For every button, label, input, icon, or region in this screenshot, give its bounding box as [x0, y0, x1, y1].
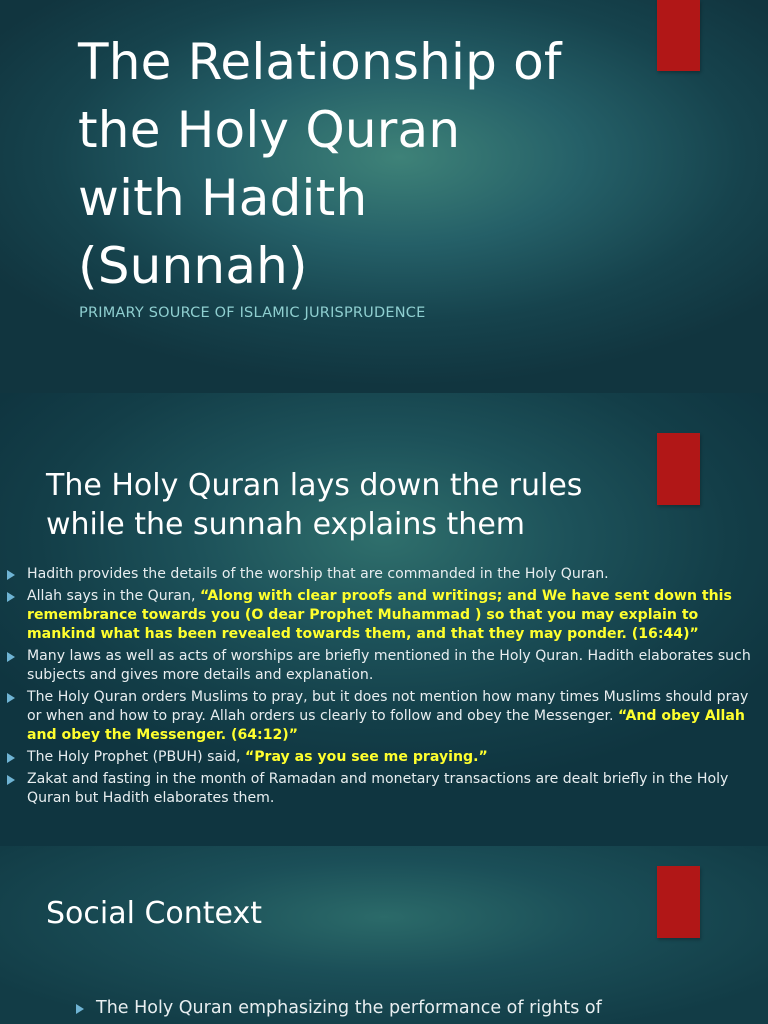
triangle-bullet-icon [7, 570, 15, 580]
slide-subtitle: PRIMARY SOURCE OF ISLAMIC JURISPRUDENCE [79, 305, 426, 321]
title-line: The Relationship of [78, 33, 562, 91]
title-line: the Holy Quran [78, 101, 461, 159]
bullet-text: The Holy Quran orders Muslims to pray, but it does not mention how many times Muslims should pray or when and how to pray. Allah orders us clearly to follow and obey the Messenger. [27, 689, 749, 724]
triangle-bullet-icon [7, 753, 15, 763]
bullet-text: The Holy Prophet (PBUH) said, [27, 749, 245, 765]
list-item [7, 688, 759, 745]
bullet-list [7, 565, 759, 811]
title-line: with Hadith [78, 169, 368, 227]
triangle-bullet-icon [7, 775, 15, 785]
bullet-text: Many laws as well as acts of worships are briefly mentioned in the Holy Quran. Hadith elaborates such subjects and gives more details and explanation. [27, 648, 751, 683]
title-line: (Sunnah) [78, 237, 308, 295]
triangle-bullet-icon [7, 652, 15, 662]
list-item [7, 770, 759, 808]
slide-rules [0, 393, 768, 846]
slide-social-context [0, 846, 768, 1024]
bullet-text: Zakat and fasting in the month of Ramadan and monetary transactions are dealt briefly in the Holy Quran but Hadith elaborates them. [27, 771, 729, 806]
triangle-bullet-icon [7, 693, 15, 703]
list-item [7, 647, 759, 685]
heading-line: The Holy Quran lays down the rules [46, 468, 583, 503]
triangle-bullet-icon [7, 592, 15, 602]
slide-title [0, 0, 768, 393]
triangle-bullet-icon [76, 1004, 84, 1014]
slide-heading [46, 466, 646, 544]
bullet-text: Allah says in the Quran, [27, 588, 200, 604]
red-accent-bar [657, 866, 700, 938]
list-item [7, 565, 759, 584]
red-accent-bar [657, 0, 700, 71]
quote-highlight: “Along with clear proofs and writings; and We have sent down this remembrance towards you (O dear Prophet Muhammad ) so that you may explain to mankind what has been revealed towards them, and that they may ponder. (16:44)” [27, 588, 732, 642]
slide-title-heading [78, 28, 648, 300]
red-accent-bar [657, 433, 700, 505]
list-item [7, 748, 759, 767]
quote-highlight: “Pray as you see me praying.” [244, 749, 488, 765]
slide-heading: Social Context [46, 896, 263, 931]
heading-line: while the sunnah explains them [46, 507, 526, 542]
bullet-text: Hadith provides the details of the worship that are commanded in the Holy Quran. [27, 566, 609, 582]
bullet-text: The Holy Quran emphasizing the performance of rights of [96, 998, 602, 1018]
list-item [76, 998, 602, 1018]
list-item [7, 587, 759, 644]
quote-highlight: “And obey Allah and obey the Messenger. (64:12)” [27, 708, 745, 743]
